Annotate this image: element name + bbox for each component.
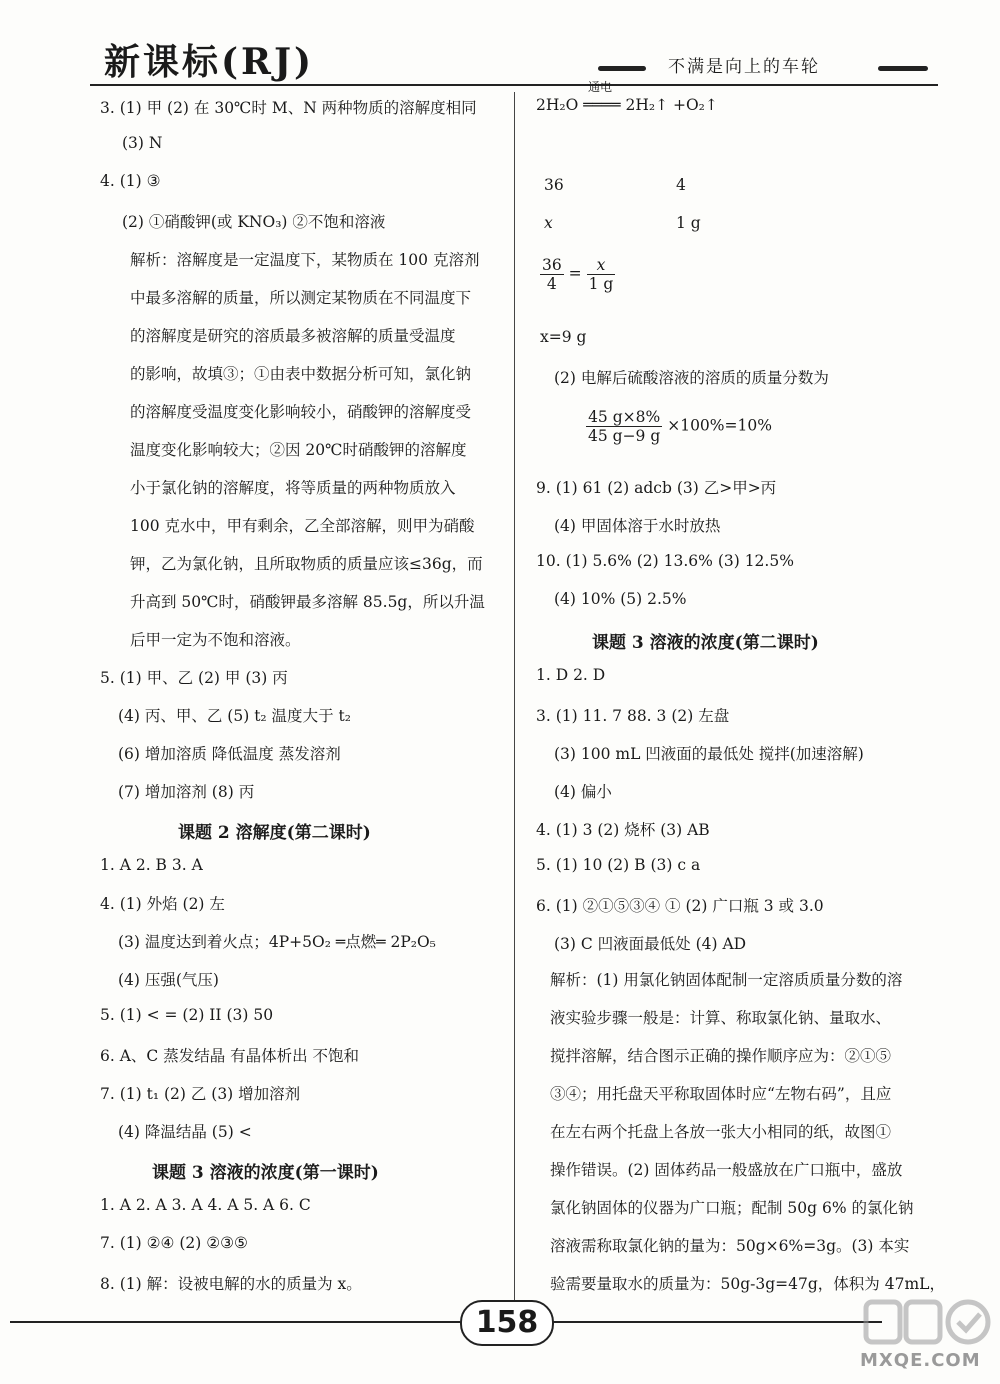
left-line: 5. (1) 甲、乙 (2) 甲 (3) 丙 <box>100 669 288 687</box>
left-line: (4) 压强(气压) <box>118 971 219 989</box>
right-line: 3. (1) 11. 7 88. 3 (2) 左盘 <box>536 707 730 725</box>
left-line: 5. (1) < = (2) II (3) 50 <box>100 1006 274 1024</box>
left-line: 1. A 2. A 3. A 4. A 5. A 6. C <box>100 1196 311 1214</box>
left-line: 7. (1) t₁ (2) 乙 (3) 增加溶剂 <box>100 1085 301 1103</box>
left-line: (4) 丙、甲、乙 (5) t₂ 温度大于 t₂ <box>118 707 351 725</box>
left-line: 100 克水中，甲有剩余，乙全部溶解，则甲为硝酸 <box>130 517 475 535</box>
section-heading: 课题 3 溶液的浓度(第一课时) <box>152 1163 379 1183</box>
footer-rule-right <box>552 1321 882 1323</box>
watermark-text: MXQE.COM <box>860 1350 981 1371</box>
header-rule <box>90 84 938 86</box>
proportion-equation: $\frac{36}{4}$ = $\frac{x}{1 g}$ <box>542 256 614 293</box>
left-line: (7) 增加溶剂 (8) 丙 <box>118 783 255 801</box>
reaction-equation: 2H₂O ════ 2H₂↑ +O₂↑ <box>536 96 718 114</box>
left-line: 6. A、C 蒸发结晶 有晶体析出 不饱和 <box>100 1047 360 1065</box>
left-line: (2) ①硝酸钾(或 KNO₃) ②不饱和溶液 <box>122 213 386 231</box>
right-line: 1. D 2. D <box>536 666 606 684</box>
left-line: 升高到 50℃时，硝酸钾最多溶解 85.5g，所以升温 <box>130 593 485 611</box>
fraction-36-4: $\frac{36}{4}$ <box>542 256 562 293</box>
left-line: 解析：溶解度是一定温度下，某物质在 100 克溶剂 <box>130 251 480 269</box>
right-line: (4) 甲固体溶于水时放热 <box>554 517 721 535</box>
left-line: 的溶解度是研究的溶质最多被溶解的质量受温度 <box>130 327 456 345</box>
left-line: 温度变化影响较大；②因 20℃时硝酸钾的溶解度 <box>130 441 467 459</box>
left-line: 8. (1) 解：设被电解的水的质量为 x。 <box>100 1275 362 1293</box>
fraction-x-1g: $\frac{x}{1 g}$ <box>588 256 614 293</box>
left-line: (4) 降温结晶 (5) < <box>118 1123 252 1141</box>
header-motto: 不满是向上的车轮 <box>668 57 820 77</box>
section-heading: 课题 2 溶解度(第二课时) <box>178 823 371 843</box>
left-line: 后甲一定为不饱和溶液。 <box>130 631 301 649</box>
left-line: (3) N <box>122 134 163 152</box>
right-line: 10. (1) 5.6% (2) 13.6% (3) 12.5% <box>536 552 794 570</box>
left-line: 小于氯化钠的溶解度，将等质量的两种物质放入 <box>130 479 456 497</box>
left-line: (3) 温度达到着火点；4P+5O₂ ═点燃═ 2P₂O₅ <box>118 933 436 951</box>
right-line: 操作错误。(2) 固体药品一般盛放在广口瓶中，盛放 <box>550 1161 903 1179</box>
left-line: 的影响，故填③；①由表中数据分析可知，氯化钠 <box>130 365 472 383</box>
right-line: 解析：(1) 用氯化钠固体配制一定溶质质量分数的溶 <box>550 971 903 989</box>
left-line: 钾，乙为氯化钠，且所取物质的质量应该≤36g，而 <box>130 555 483 573</box>
right-line: 4. (1) 3 (2) 烧杯 (3) AB <box>536 821 710 839</box>
reaction-condition: 通电 <box>588 80 613 94</box>
x-result: x=9 g <box>540 328 587 346</box>
left-line: 的溶解度受温度变化影响较小，硝酸钾的溶解度受 <box>130 403 472 421</box>
column-divider <box>514 92 515 1300</box>
right-line: 溶液需称取氯化钠的量为：50g×6%=3g。(3) 本实 <box>550 1237 910 1255</box>
fraction-mass: $\frac{45 g\times 8\%}{45 g-9 g}$ <box>588 408 661 445</box>
header-bar-right <box>878 66 928 71</box>
section-heading: 课题 3 溶液的浓度(第二课时) <box>592 633 819 653</box>
ratio-36: 36 <box>544 176 564 194</box>
ratio-4: 4 <box>676 176 686 194</box>
left-line: 3. (1) 甲 (2) 在 30℃时 M、N 两种物质的溶解度相同 <box>100 99 477 117</box>
right-line: 5. (1) 10 (2) B (3) c a <box>536 856 701 874</box>
ratio-1g: 1 g <box>676 214 701 232</box>
right-line: 在左右两个托盘上各放一张大小相同的纸，故图① <box>550 1123 892 1141</box>
right-line: 氯化钠固体的仪器为广口瓶；配制 50g 6% 的氯化钠 <box>550 1199 914 1217</box>
right-line: 6. (1) ②①⑤③④ ① (2) 广口瓶 3 或 3.0 <box>536 897 824 915</box>
q2-text: (2) 电解后硫酸溶液的溶质的质量分数为 <box>554 369 829 387</box>
left-line: 7. (1) ②④ (2) ②③⑤ <box>100 1234 248 1252</box>
page-number: 158 <box>460 1300 554 1346</box>
header-bar-left <box>598 66 646 71</box>
right-line: 搅拌溶解，结合图示正确的操作顺序应为：②①⑤ <box>550 1047 892 1065</box>
right-line: ③④；用托盘天平称取固体时应“左物右码”，且应 <box>550 1085 892 1103</box>
right-line: (3) 100 mL 凹液面的最低处 搅拌(加速溶解) <box>554 745 864 763</box>
left-line: 4. (1) ③ <box>100 172 161 190</box>
left-line: (6) 增加溶质 降低温度 蒸发溶剂 <box>118 745 341 763</box>
left-line: 4. (1) 外焰 (2) 左 <box>100 895 225 913</box>
ratio-x: x <box>544 214 553 232</box>
book-title: 新课标(RJ) <box>104 41 315 83</box>
right-line: (4) 10% (5) 2.5% <box>554 590 687 608</box>
reaction-line <box>536 80 718 114</box>
right-line: (3) C 凹液面最低处 (4) AD <box>554 935 747 953</box>
right-line: 液实验步骤一般是：计算、称取氯化钠、量取水、 <box>550 1009 892 1027</box>
right-line: 9. (1) 61 (2) adcb (3) 乙>甲>丙 <box>536 479 777 497</box>
mass-fraction-equation: $\frac{45 g\times 8\%}{45 g-9 g}$ ×100%=10% <box>588 408 772 445</box>
left-line: 中最多溶解的质量，所以测定某物质在不同温度下 <box>130 289 472 307</box>
right-line: (4) 偏小 <box>554 783 612 801</box>
left-line: 1. A 2. B 3. A <box>100 856 203 874</box>
right-line: 验需要量取水的质量为：50g-3g=47g，体积为 47mL， <box>550 1275 945 1293</box>
footer-rule-left <box>10 1321 460 1323</box>
